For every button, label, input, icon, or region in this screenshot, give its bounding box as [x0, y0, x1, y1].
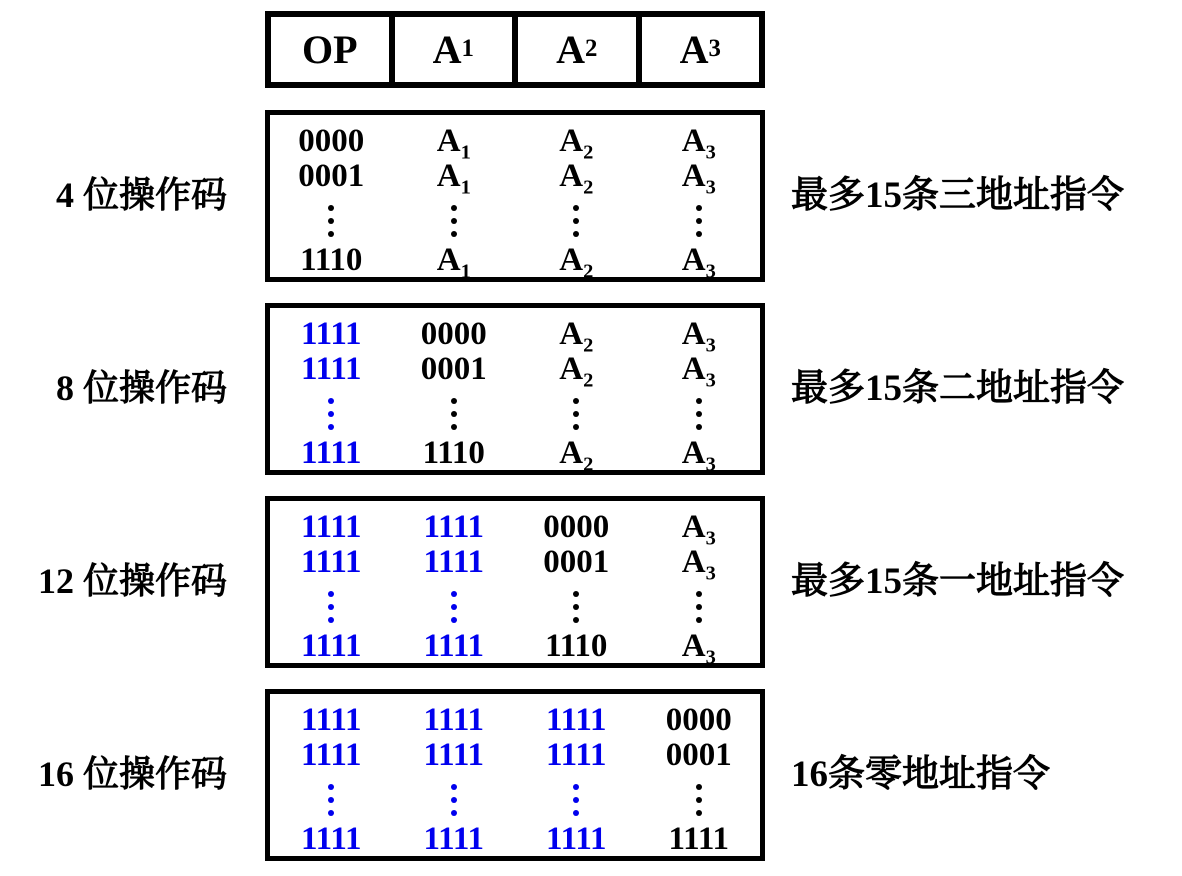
vertical-ellipsis-icon	[638, 773, 761, 822]
code-text: A	[436, 158, 461, 194]
code-subscript: 1	[460, 176, 471, 199]
code-cell	[270, 545, 393, 580]
format-box-8bit	[265, 303, 765, 475]
dot	[573, 810, 579, 816]
dot	[328, 797, 334, 803]
code-cell	[638, 242, 761, 283]
code-cell	[515, 738, 638, 773]
label-4bit-opcode: 4 位操作码	[55, 175, 227, 216]
dot	[696, 205, 702, 211]
vertical-ellipsis-icon	[515, 387, 638, 436]
code-text: 0001	[420, 351, 487, 387]
code-cell	[393, 352, 516, 387]
label-12bit-opcode: 12 位操作码	[37, 561, 227, 602]
code-cell	[393, 703, 516, 738]
vertical-ellipsis-icon	[515, 194, 638, 243]
dot	[573, 231, 579, 237]
dot	[328, 617, 334, 623]
header-cell-text: A	[679, 26, 709, 72]
code-cell	[270, 124, 393, 159]
vertical-ellipsis-icon	[270, 387, 393, 436]
code-text: 0000	[543, 509, 610, 545]
code-cell	[638, 628, 761, 669]
header-cell-text: A	[556, 26, 585, 72]
code-cell	[393, 822, 516, 858]
code-cell	[638, 738, 761, 773]
code-text: A	[681, 316, 706, 352]
dot	[328, 810, 334, 816]
code-text: 1110	[422, 435, 485, 471]
code-subscript: 3	[705, 453, 716, 476]
code-text: 1111	[545, 821, 607, 857]
code-text: 1111	[300, 821, 362, 857]
code-text: 1110	[300, 242, 363, 278]
vertical-ellipsis-icon	[270, 194, 393, 243]
code-cell	[638, 158, 761, 199]
code-cell	[638, 822, 761, 858]
code-text: 1111	[300, 435, 362, 471]
code-cell	[393, 629, 516, 665]
code-text: A	[681, 628, 706, 664]
code-cell	[270, 352, 393, 387]
dot	[573, 591, 579, 597]
dot	[573, 424, 579, 430]
code-text: 1111	[300, 544, 362, 580]
code-text: A	[681, 435, 706, 471]
dot	[696, 617, 702, 623]
header-cell-subscript: 3	[708, 35, 721, 63]
dot	[696, 604, 702, 610]
dot	[328, 398, 334, 404]
code-subscript: 2	[583, 141, 594, 164]
vertical-ellipsis-icon	[393, 773, 516, 822]
code-text: 1111	[423, 821, 485, 857]
dot	[573, 617, 579, 623]
header-right-spacer	[765, 11, 1182, 88]
code-text: 1111	[423, 628, 485, 664]
dot	[696, 424, 702, 430]
dot	[696, 810, 702, 816]
code-text: 1111	[423, 544, 485, 580]
dot	[573, 797, 579, 803]
dot	[451, 398, 457, 404]
code-text: 1111	[300, 702, 362, 738]
code-text: A	[681, 351, 706, 387]
code-cell	[393, 158, 516, 199]
code-cell	[638, 509, 761, 550]
label-8bit-opcode: 8 位操作码	[55, 368, 227, 409]
code-text: 1111	[545, 702, 607, 738]
code-subscript: 2	[583, 453, 594, 476]
header-cell-subscript: 2	[584, 35, 598, 63]
code-text: A	[559, 242, 584, 278]
header-cell-text: OP	[301, 26, 358, 72]
code-text: A	[681, 544, 706, 580]
header-cell-a1	[392, 14, 516, 85]
code-cell	[270, 822, 393, 858]
vertical-ellipsis-icon	[638, 194, 761, 243]
code-cell	[515, 545, 638, 580]
code-subscript: 3	[705, 369, 716, 392]
code-cell	[393, 242, 516, 283]
row-4bit-opcode	[0, 110, 1182, 282]
code-cell	[638, 351, 761, 392]
format-box-12bit	[265, 496, 765, 668]
code-cell	[515, 510, 638, 545]
code-text: 0000	[420, 316, 487, 352]
code-text: A	[681, 158, 706, 194]
header-cell-a3	[639, 14, 763, 85]
code-text: 0000	[665, 702, 732, 738]
vertical-ellipsis-icon	[270, 773, 393, 822]
dot	[451, 604, 457, 610]
code-cell	[638, 435, 761, 476]
code-cell	[270, 703, 393, 738]
dot	[573, 411, 579, 417]
code-cell	[515, 158, 638, 199]
code-cell	[393, 510, 516, 545]
code-text: 1111	[300, 737, 362, 773]
annotation-one-address: 最多15条一地址指令	[791, 560, 1124, 602]
vertical-ellipsis-icon	[515, 773, 638, 822]
code-text: 1110	[545, 628, 608, 664]
code-cell	[638, 123, 761, 164]
code-subscript: 1	[460, 260, 471, 283]
code-subscript: 3	[705, 260, 716, 283]
code-cell	[393, 436, 516, 472]
dot	[696, 231, 702, 237]
dot	[451, 784, 457, 790]
code-cell	[515, 242, 638, 283]
code-cell	[515, 629, 638, 665]
code-text: 1111	[300, 351, 362, 387]
code-cell	[393, 123, 516, 164]
code-text: 1111	[545, 737, 607, 773]
code-cell	[515, 435, 638, 476]
code-text: A	[559, 158, 584, 194]
dot	[573, 398, 579, 404]
dot	[328, 411, 334, 417]
code-subscript: 3	[705, 176, 716, 199]
vertical-ellipsis-icon	[638, 387, 761, 436]
header-cell-op	[268, 14, 392, 85]
code-subscript: 3	[705, 527, 716, 550]
code-cell	[515, 351, 638, 392]
dot	[573, 604, 579, 610]
row-12bit-opcode	[0, 496, 1182, 668]
code-text: 0001	[543, 544, 610, 580]
dot	[451, 411, 457, 417]
code-text: 1111	[423, 737, 485, 773]
dot	[328, 231, 334, 237]
code-cell	[270, 243, 393, 279]
instruction-format-header-table	[265, 11, 765, 88]
dot	[451, 205, 457, 211]
header-cell-a2	[515, 14, 639, 85]
code-cell	[270, 510, 393, 545]
dot	[328, 591, 334, 597]
code-text: 1111	[423, 509, 485, 545]
code-text: A	[559, 316, 584, 352]
dot	[451, 810, 457, 816]
dot	[696, 411, 702, 417]
vertical-ellipsis-icon	[393, 194, 516, 243]
code-text: 0001	[298, 158, 365, 194]
header-cell-subscript: 1	[461, 35, 474, 63]
code-cell	[515, 316, 638, 357]
code-subscript: 2	[583, 334, 594, 357]
dot	[451, 424, 457, 430]
dot	[328, 784, 334, 790]
dot	[573, 784, 579, 790]
code-text: 1111	[300, 509, 362, 545]
code-text: 1111	[300, 316, 362, 352]
dot	[696, 398, 702, 404]
code-subscript: 3	[705, 141, 716, 164]
code-text: 0000	[298, 123, 365, 159]
dot	[573, 218, 579, 224]
annotation-three-address: 最多15条三地址指令	[791, 174, 1124, 216]
dot	[328, 205, 334, 211]
annotation-two-address: 最多15条二地址指令	[791, 367, 1124, 409]
code-cell	[393, 738, 516, 773]
header-left-spacer	[0, 11, 265, 88]
row-16bit-opcode	[0, 689, 1182, 861]
code-text: A	[436, 242, 461, 278]
dot	[451, 231, 457, 237]
code-text: A	[559, 123, 584, 159]
format-box-4bit	[265, 110, 765, 282]
dot	[696, 797, 702, 803]
dot	[696, 218, 702, 224]
code-cell	[270, 738, 393, 773]
format-box-16bit	[265, 689, 765, 861]
code-cell	[515, 822, 638, 858]
code-cell	[270, 629, 393, 665]
code-cell	[393, 545, 516, 580]
vertical-ellipsis-icon	[270, 580, 393, 629]
label-16bit-opcode: 16 位操作码	[37, 754, 227, 795]
dot	[696, 591, 702, 597]
code-cell	[515, 123, 638, 164]
code-subscript: 2	[583, 260, 594, 283]
code-text: 1111	[423, 702, 485, 738]
code-text: 1111	[300, 628, 362, 664]
header-cell-text: A	[432, 26, 462, 72]
code-cell	[270, 159, 393, 194]
row-8bit-opcode	[0, 303, 1182, 475]
vertical-ellipsis-icon	[393, 580, 516, 629]
code-text: 1111	[668, 821, 730, 857]
code-subscript: 2	[583, 176, 594, 199]
code-text: A	[681, 123, 706, 159]
code-text: A	[559, 351, 584, 387]
dot	[451, 797, 457, 803]
code-cell	[638, 316, 761, 357]
dot	[696, 784, 702, 790]
code-text: 0001	[665, 737, 732, 773]
instruction-format-header-row	[0, 11, 1182, 88]
opcode-expansion-diagram	[0, 11, 1182, 876]
code-text: A	[681, 509, 706, 545]
dot	[451, 218, 457, 224]
vertical-ellipsis-icon	[638, 580, 761, 629]
dot	[328, 604, 334, 610]
code-cell	[393, 317, 516, 352]
code-cell	[638, 703, 761, 738]
code-subscript: 2	[583, 369, 594, 392]
dot	[451, 617, 457, 623]
annotation-zero-address: 16条零地址指令	[791, 753, 1050, 795]
code-cell	[515, 703, 638, 738]
vertical-ellipsis-icon	[393, 387, 516, 436]
code-subscript: 3	[705, 334, 716, 357]
code-text: A	[436, 123, 461, 159]
code-cell	[270, 317, 393, 352]
code-subscript: 1	[460, 141, 471, 164]
code-cell	[638, 544, 761, 585]
vertical-ellipsis-icon	[515, 580, 638, 629]
code-text: A	[681, 242, 706, 278]
dot	[573, 205, 579, 211]
dot	[328, 424, 334, 430]
dot	[451, 591, 457, 597]
code-subscript: 3	[705, 562, 716, 585]
code-cell	[270, 436, 393, 472]
code-text: A	[559, 435, 584, 471]
code-subscript: 3	[705, 646, 716, 669]
dot	[328, 218, 334, 224]
